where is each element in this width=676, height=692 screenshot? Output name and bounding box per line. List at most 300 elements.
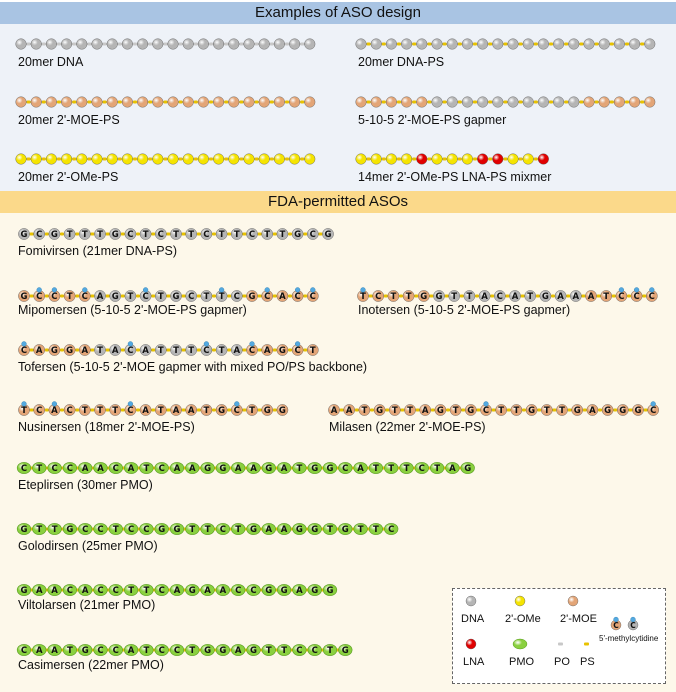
- base-letter: C: [36, 406, 43, 417]
- ps-linkage: [179, 158, 183, 161]
- ps-linkage: [194, 158, 198, 161]
- base-letter: G: [111, 230, 119, 241]
- dna-nucleotide: [477, 39, 488, 50]
- base-letter: C: [296, 646, 303, 657]
- ome-nucleotide: [305, 154, 316, 165]
- base-letter: C: [388, 525, 395, 536]
- moe-nucleotide: [122, 97, 133, 108]
- ps-linkage: [613, 409, 617, 412]
- base-letter: A: [36, 586, 43, 597]
- base-letter: G: [204, 646, 212, 657]
- base-letter: C: [157, 230, 164, 241]
- ps-linkage: [519, 158, 523, 161]
- base-letter: C: [633, 292, 640, 303]
- ps-linkage: [460, 295, 464, 298]
- base-letter: G: [341, 525, 349, 536]
- po-linkage: [285, 43, 289, 46]
- moe-nucleotide: [31, 97, 42, 108]
- base-letter: T: [357, 525, 364, 536]
- ps-linkage: [118, 158, 122, 161]
- base-letter: C: [482, 406, 490, 417]
- drug-label: Inotersen (5-10-5 2'-MOE-PS gapmer): [358, 303, 571, 317]
- ps-linkage: [182, 409, 186, 412]
- lna-nucleotide: [477, 154, 488, 165]
- base-letter: A: [51, 406, 58, 417]
- legend-label-ome: 2'-OMe: [505, 613, 541, 625]
- base-letter: T: [466, 292, 473, 303]
- dna-nucleotide: [508, 97, 519, 108]
- dna-nucleotide: [493, 39, 504, 50]
- dna-nucleotide: [16, 39, 27, 50]
- ps-linkage: [625, 43, 629, 46]
- base-letter: G: [311, 586, 319, 597]
- ps-linkage: [197, 233, 201, 236]
- base-letter: C: [143, 525, 150, 536]
- ps-linkage: [270, 101, 274, 104]
- moe-nucleotide: [371, 97, 382, 108]
- ps-linkage: [288, 233, 292, 236]
- base-letter: C: [97, 646, 104, 657]
- base-letter: A: [173, 586, 181, 597]
- dna-nucleotide: [168, 39, 179, 50]
- ps-linkage: [505, 295, 509, 298]
- ps-linkage: [72, 158, 76, 161]
- ps-linkage: [151, 349, 155, 352]
- legend: [452, 588, 666, 684]
- ps-linkage: [121, 409, 125, 412]
- dna-nucleotide: [244, 39, 255, 50]
- po-linkage: [118, 43, 122, 46]
- moe-nucleotide: [386, 97, 397, 108]
- ps-linkage: [60, 349, 64, 352]
- legend-label-methyl: 5'-methylcytidine: [599, 634, 659, 643]
- drug-label: Tofersen (5-10-5 2'-MOE gapmer with mixed PO/PS backbone): [18, 360, 368, 374]
- ps-linkage: [151, 409, 155, 412]
- base-letter: T: [281, 646, 288, 657]
- moe-nucleotide: [46, 97, 57, 108]
- dna-nucleotide: [107, 39, 118, 50]
- section-title: FDA-permitted ASOs: [267, 193, 409, 210]
- base-letter: G: [619, 406, 627, 417]
- ome-nucleotide: [198, 154, 209, 165]
- dna-nucleotide: [477, 97, 488, 108]
- base-letter: T: [188, 230, 195, 241]
- base-letter: A: [111, 346, 119, 357]
- ps-linkage: [106, 409, 110, 412]
- base-letter: C: [82, 525, 89, 536]
- ps-linkage: [397, 43, 401, 46]
- ps-linkage: [27, 158, 31, 161]
- dna-nucleotide: [432, 39, 443, 50]
- ps-linkage: [197, 409, 201, 412]
- ps-linkage: [595, 43, 599, 46]
- ps-linkage: [382, 43, 386, 46]
- base-letter: T: [296, 464, 303, 475]
- base-letter: G: [265, 586, 273, 597]
- base-letter: G: [50, 230, 58, 241]
- legend-lna-ball: [466, 639, 476, 649]
- ps-linkage: [595, 101, 599, 104]
- base-letter: C: [264, 292, 271, 303]
- ps-linkage: [45, 409, 49, 412]
- base-letter: T: [451, 292, 458, 303]
- base-letter: C: [127, 346, 134, 357]
- ome-nucleotide: [462, 154, 473, 165]
- ome-nucleotide: [31, 154, 42, 165]
- base-letter: C: [203, 230, 210, 241]
- ps-linkage: [239, 158, 243, 161]
- dna-nucleotide: [289, 39, 300, 50]
- ps-linkage: [564, 43, 568, 46]
- base-letter: C: [158, 586, 165, 597]
- ps-linkage: [209, 158, 213, 161]
- base-letter: G: [66, 525, 74, 536]
- base-letter: G: [634, 406, 642, 417]
- base-letter: G: [219, 464, 227, 475]
- ome-nucleotide: [229, 154, 240, 165]
- base-letter: G: [311, 525, 319, 536]
- ps-linkage: [90, 349, 94, 352]
- base-letter: T: [157, 346, 164, 357]
- ps-linkage: [503, 43, 507, 46]
- ps-linkage: [121, 233, 125, 236]
- ps-linkage: [136, 349, 140, 352]
- base-letter: A: [449, 464, 456, 475]
- base-letter: T: [128, 586, 135, 597]
- base-letter: T: [372, 464, 379, 475]
- ps-linkage: [475, 295, 479, 298]
- ps-linkage: [72, 101, 76, 104]
- ps-linkage: [75, 349, 79, 352]
- po-linkage: [87, 43, 91, 46]
- base-letter: G: [278, 346, 286, 357]
- ps-linkage: [212, 295, 216, 298]
- po-linkage: [42, 43, 46, 46]
- ome-nucleotide: [16, 154, 27, 165]
- dna-nucleotide: [462, 39, 473, 50]
- ps-linkage: [57, 158, 61, 161]
- ps-linkage: [443, 101, 447, 104]
- ps-linkage: [412, 43, 416, 46]
- ps-linkage: [288, 295, 292, 298]
- base-letter: A: [589, 406, 596, 417]
- base-letter: G: [81, 646, 89, 657]
- ps-linkage: [273, 349, 277, 352]
- dna-nucleotide: [183, 39, 194, 50]
- base-letter: C: [97, 525, 104, 536]
- ps-linkage: [642, 295, 646, 298]
- base-letter: T: [143, 464, 150, 475]
- ps-linkage: [397, 101, 401, 104]
- po-linkage: [224, 43, 228, 46]
- base-letter: T: [143, 586, 150, 597]
- base-letter: A: [345, 406, 353, 417]
- ps-linkage: [581, 295, 585, 298]
- ps-linkage: [42, 101, 46, 104]
- base-letter: T: [498, 406, 505, 417]
- ps-linkage: [519, 43, 523, 46]
- ps-linkage: [45, 233, 49, 236]
- ps-linkage: [566, 295, 570, 298]
- ps-linkage: [288, 349, 292, 352]
- base-letter: A: [234, 464, 242, 475]
- base-letter: A: [357, 464, 364, 475]
- ps-linkage: [255, 101, 259, 104]
- ps-linkage: [285, 158, 289, 161]
- base-letter: C: [618, 292, 625, 303]
- ps-linkage: [166, 233, 170, 236]
- base-letter: C: [20, 346, 28, 357]
- base-letter: T: [97, 406, 103, 417]
- base-letter: C: [648, 292, 655, 303]
- legend-base-letter: C: [613, 621, 619, 630]
- base-letter: T: [279, 230, 286, 241]
- moe-nucleotide: [629, 97, 640, 108]
- base-letter: C: [66, 406, 73, 417]
- dna-nucleotide: [432, 97, 443, 108]
- ps-linkage: [534, 101, 538, 104]
- ps-linkage: [148, 158, 152, 161]
- ps-linkage: [473, 101, 477, 104]
- base-letter: G: [324, 230, 332, 241]
- ps-linkage: [488, 101, 492, 104]
- ps-linkage: [579, 101, 583, 104]
- base-letter: C: [248, 346, 256, 357]
- ps-linkage: [431, 409, 435, 412]
- base-letter: G: [278, 406, 286, 417]
- base-letter: C: [36, 230, 43, 241]
- base-letter: G: [294, 230, 302, 241]
- base-letter: T: [235, 525, 242, 536]
- base-letter: A: [296, 586, 303, 597]
- ps-linkage: [598, 409, 602, 412]
- base-letter: A: [263, 346, 271, 357]
- ps-linkage: [628, 409, 632, 412]
- base-letter: C: [496, 292, 503, 303]
- base-letter: T: [112, 406, 119, 417]
- base-letter: C: [188, 292, 195, 303]
- ps-linkage: [45, 349, 49, 352]
- base-letter: T: [97, 346, 103, 357]
- ps-linkage: [399, 295, 403, 298]
- ps-linkage: [400, 409, 404, 412]
- ps-linkage: [488, 158, 492, 161]
- example-label: 20mer DNA-PS: [358, 55, 445, 69]
- ps-linkage: [551, 295, 555, 298]
- moe-nucleotide: [259, 97, 270, 108]
- lna-nucleotide: [417, 154, 428, 165]
- ome-nucleotide: [508, 154, 519, 165]
- ps-linkage: [549, 101, 553, 104]
- legend-ome-ball: [515, 596, 525, 606]
- base-letter: G: [20, 292, 28, 303]
- ps-linkage: [270, 158, 274, 161]
- ps-linkage: [414, 295, 418, 298]
- base-letter: T: [81, 230, 88, 241]
- ps-linkage: [194, 101, 198, 104]
- base-letter: A: [142, 406, 149, 417]
- ps-linkage: [258, 409, 262, 412]
- ps-linkage: [536, 295, 540, 298]
- ps-linkage: [182, 233, 186, 236]
- base-letter: C: [309, 292, 316, 303]
- ps-linkage: [197, 349, 201, 352]
- moe-nucleotide: [61, 97, 72, 108]
- ps-linkage: [446, 409, 450, 412]
- base-letter: C: [97, 586, 104, 597]
- base-letter: G: [50, 346, 58, 357]
- base-letter: A: [187, 406, 195, 417]
- base-letter: A: [81, 346, 89, 357]
- ps-linkage: [224, 158, 228, 161]
- legend-label-moe: 2'-MOE: [560, 613, 597, 625]
- ps-linkage: [519, 101, 523, 104]
- drug-label: Viltolarsen (21mer PMO): [18, 598, 156, 612]
- ps-linkage: [90, 409, 94, 412]
- ps-linkage: [90, 295, 94, 298]
- po-linkage: [103, 43, 107, 46]
- ps-linkage: [458, 43, 462, 46]
- ps-linkage: [255, 158, 259, 161]
- example-label: 5-10-5 2'-MOE-PS gapmer: [358, 113, 507, 127]
- moe-nucleotide: [289, 97, 300, 108]
- base-letter: G: [435, 292, 443, 303]
- ps-linkage: [258, 349, 262, 352]
- drug-label: Eteplirsen (30mer PMO): [18, 478, 153, 492]
- base-letter: T: [189, 646, 196, 657]
- base-letter: A: [511, 292, 519, 303]
- legend-label-pmo: PMO: [509, 656, 535, 668]
- base-letter: C: [294, 346, 301, 357]
- base-letter: A: [127, 464, 135, 475]
- ps-linkage: [30, 349, 34, 352]
- ps-linkage: [507, 409, 511, 412]
- base-letter: G: [263, 406, 271, 417]
- ps-linkage: [103, 101, 107, 104]
- base-letter: G: [172, 292, 180, 303]
- ps-linkage: [136, 409, 140, 412]
- dna-nucleotide: [569, 97, 580, 108]
- base-letter: T: [66, 292, 73, 303]
- base-letter: A: [35, 346, 43, 357]
- moe-nucleotide: [183, 97, 194, 108]
- ps-linkage: [273, 295, 277, 298]
- base-letter: C: [127, 406, 134, 417]
- dna-nucleotide: [371, 39, 382, 50]
- base-letter: C: [112, 464, 119, 475]
- base-letter: A: [36, 646, 43, 657]
- base-letter: A: [587, 292, 595, 303]
- base-letter: T: [405, 292, 412, 303]
- base-letter: G: [219, 646, 227, 657]
- moe-nucleotide: [274, 97, 285, 108]
- moe-nucleotide: [153, 97, 164, 108]
- ps-linkage: [568, 409, 572, 412]
- ps-linkage: [340, 409, 344, 412]
- base-letter: G: [173, 525, 181, 536]
- moe-nucleotide: [614, 97, 625, 108]
- base-letter: T: [21, 406, 27, 417]
- dna-nucleotide: [629, 39, 640, 50]
- base-letter: C: [66, 586, 74, 597]
- ps-linkage: [182, 295, 186, 298]
- ps-linkage: [537, 409, 541, 412]
- base-letter: G: [188, 586, 196, 597]
- ps-linkage: [258, 295, 262, 298]
- dna-nucleotide: [305, 39, 316, 50]
- ps-linkage: [644, 409, 648, 412]
- base-letter: C: [51, 292, 58, 303]
- ps-linkage: [382, 101, 386, 104]
- ps-linkage: [640, 101, 644, 104]
- ps-linkage: [166, 295, 170, 298]
- ps-linkage: [521, 295, 525, 298]
- section-title: Examples of ASO design: [255, 4, 421, 21]
- ps-linkage: [87, 101, 91, 104]
- ome-nucleotide: [92, 154, 103, 165]
- moe-nucleotide: [229, 97, 240, 108]
- moe-nucleotide: [198, 97, 209, 108]
- moe-nucleotide: [599, 97, 610, 108]
- base-letter: C: [112, 646, 119, 657]
- base-letter: C: [311, 646, 318, 657]
- moe-nucleotide: [244, 97, 255, 108]
- base-letter: G: [573, 406, 581, 417]
- base-letter: A: [234, 646, 242, 657]
- base-letter: G: [467, 406, 475, 417]
- base-letter: G: [20, 230, 28, 241]
- ps-linkage: [227, 409, 231, 412]
- ps-linkage: [549, 43, 553, 46]
- dna-nucleotide: [213, 39, 224, 50]
- ps-linkage: [151, 295, 155, 298]
- ps-linkage: [242, 295, 246, 298]
- po-linkage: [270, 43, 274, 46]
- dna-nucleotide: [462, 97, 473, 108]
- base-letter: C: [418, 464, 425, 475]
- base-letter: A: [250, 464, 257, 475]
- moe-nucleotide: [401, 97, 412, 108]
- base-letter: C: [127, 230, 134, 241]
- po-linkage: [179, 43, 183, 46]
- ps-linkage: [273, 409, 277, 412]
- ps-linkage: [610, 43, 614, 46]
- dna-nucleotide: [46, 39, 57, 50]
- base-letter: G: [250, 646, 257, 657]
- base-letter: A: [96, 292, 104, 303]
- base-letter: G: [541, 292, 549, 303]
- ps-linkage: [166, 349, 170, 352]
- ps-linkage: [427, 101, 431, 104]
- base-letter: C: [342, 464, 349, 475]
- base-letter: A: [189, 464, 196, 475]
- ps-linkage: [534, 158, 538, 161]
- ome-nucleotide: [137, 154, 148, 165]
- po-linkage: [133, 43, 137, 46]
- ps-linkage: [30, 295, 34, 298]
- base-letter: G: [376, 406, 384, 417]
- base-letter: C: [219, 525, 227, 536]
- base-letter: A: [51, 586, 58, 597]
- ps-linkage: [492, 409, 496, 412]
- base-letter: T: [112, 525, 119, 536]
- dna-nucleotide: [599, 39, 610, 50]
- ps-linkage: [209, 101, 213, 104]
- base-letter: T: [327, 646, 333, 657]
- ps-linkage: [60, 409, 64, 412]
- ps-linkage: [412, 101, 416, 104]
- base-letter: T: [157, 292, 164, 303]
